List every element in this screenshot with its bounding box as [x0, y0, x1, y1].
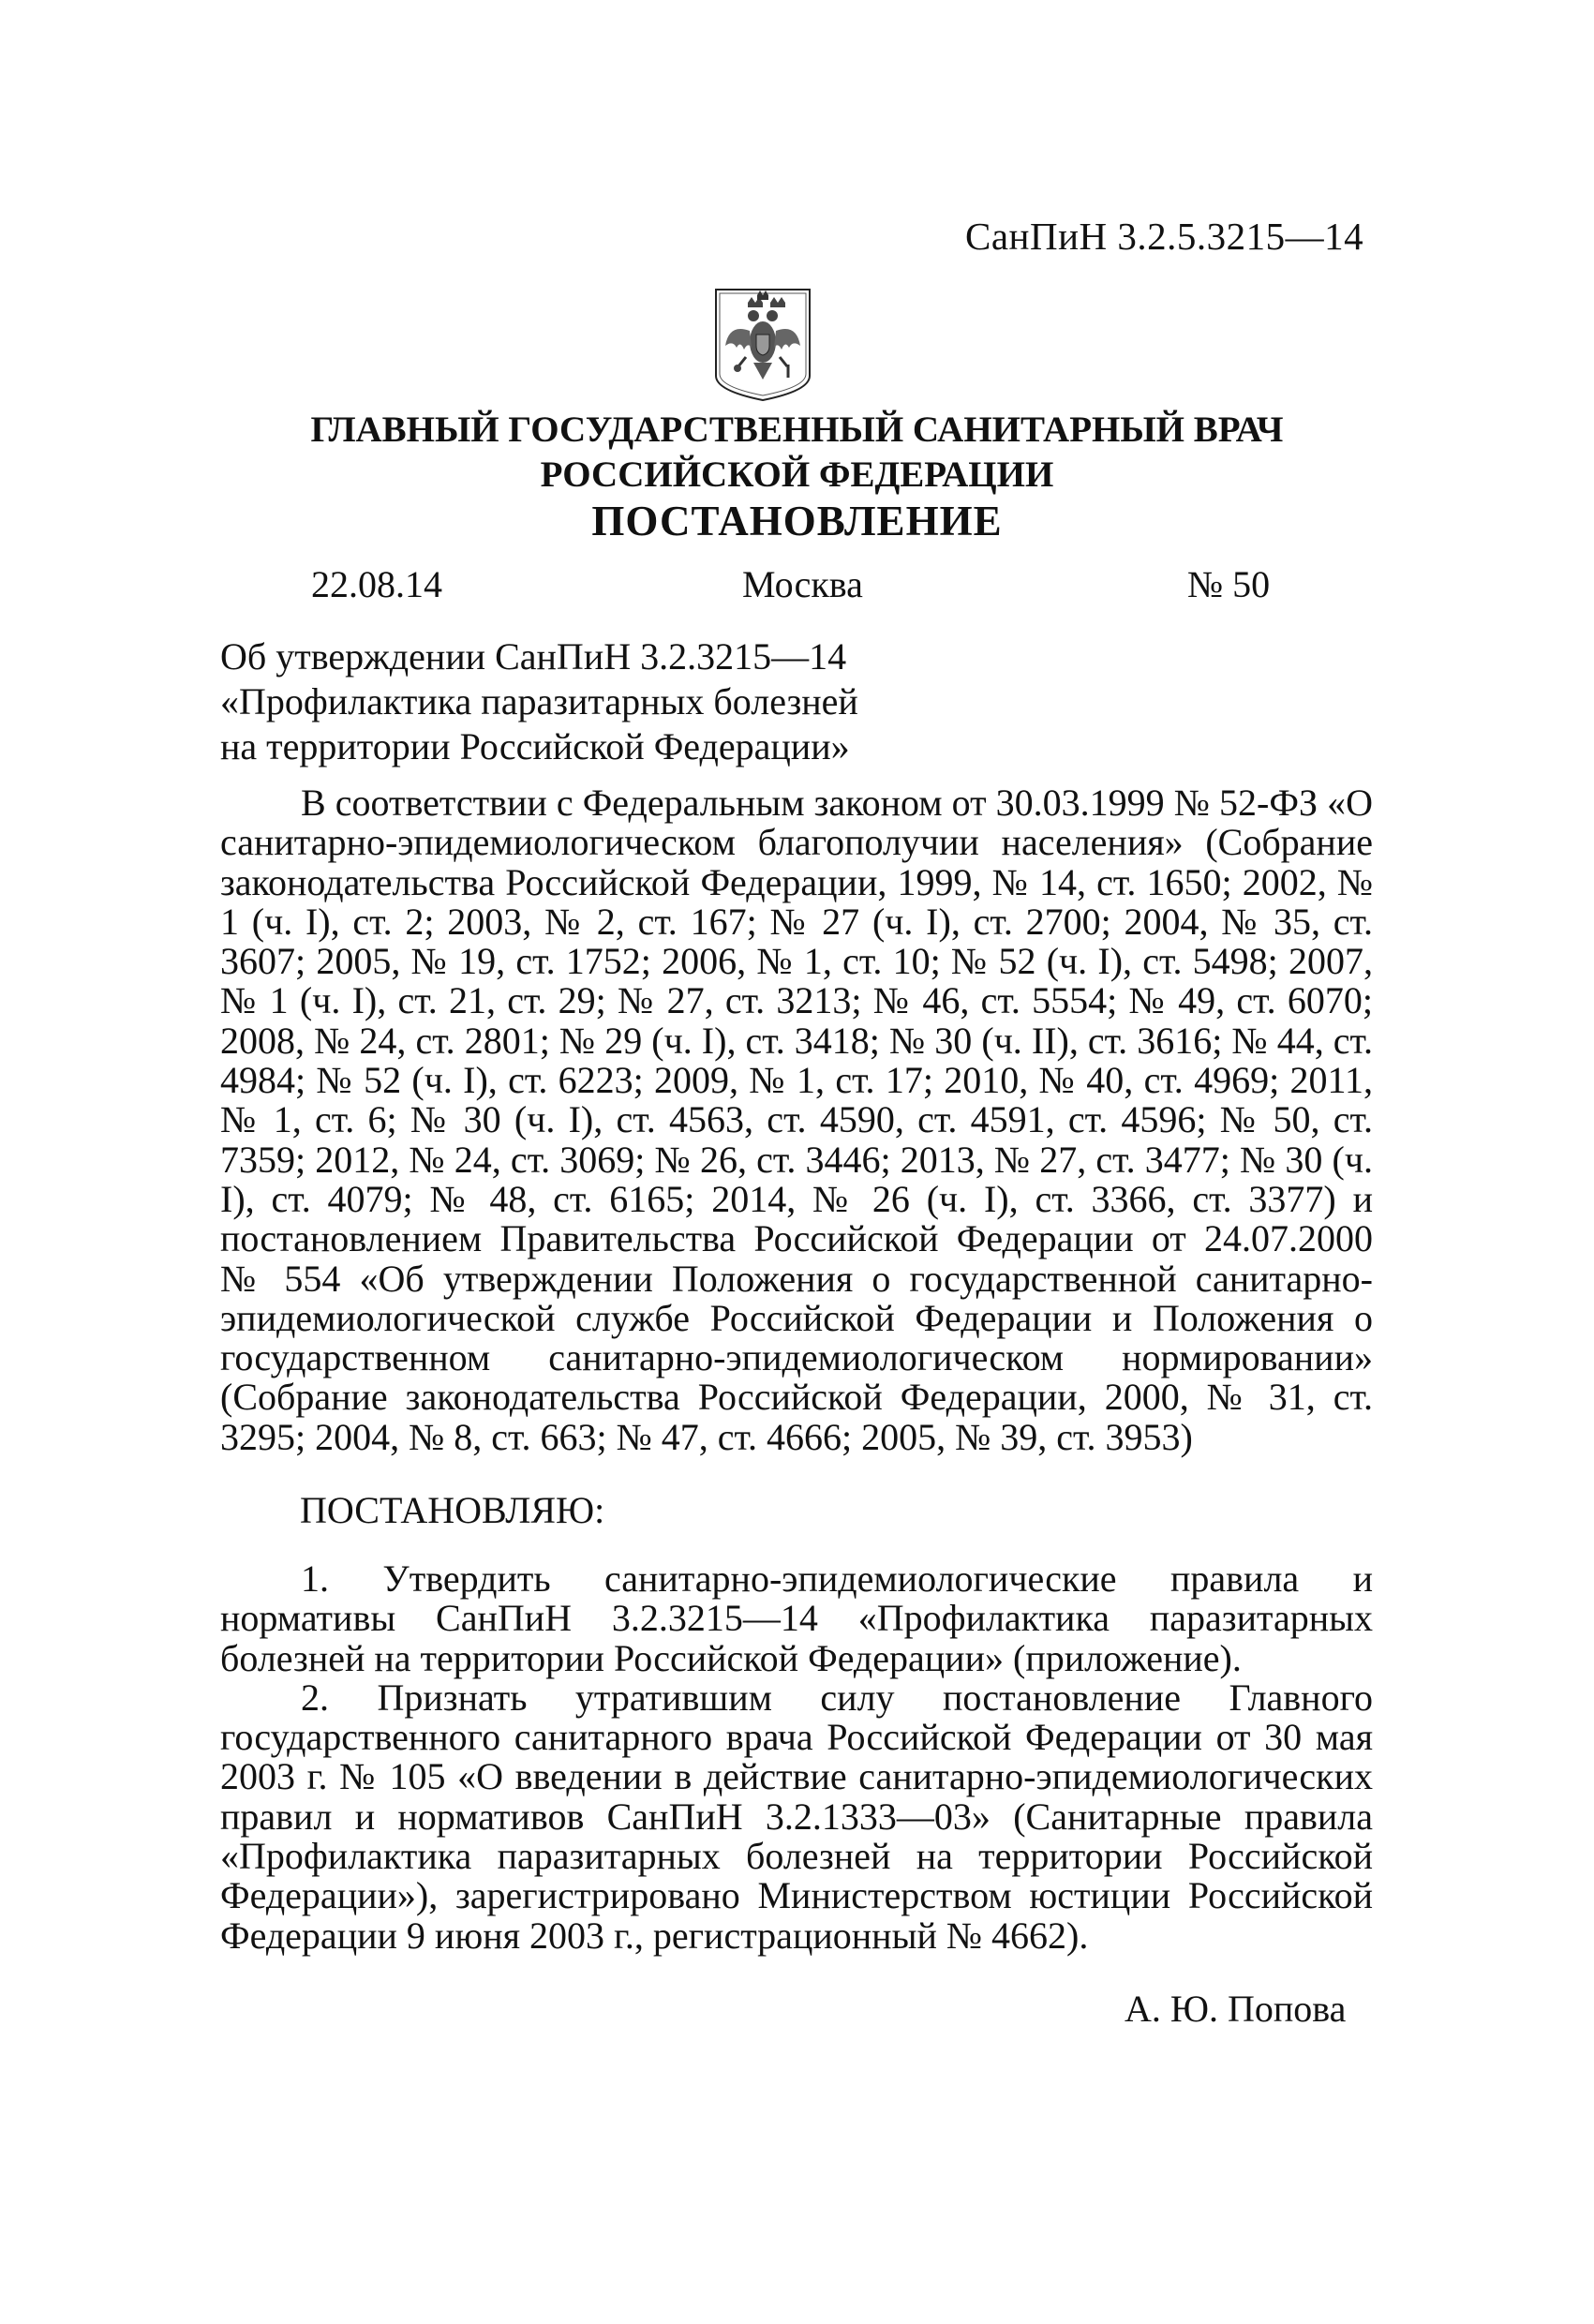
decree-item-2: 2. Признать утратившим силу постановление Главного государственного санитарного врача Российской Федерации от 30 мая 2003 г. № 105 «О введении в действие санитарно-эпидемиологических правил и нормативов СанПиН 3.2.1333—03» (Санитарные правила «Профилактика паразитарных болезней на территории Российской Федерации»), зарегистрировано Министерством юстиции Российской Федерации 9 июня 2003 г., регистрационный № 4662).	[220, 1676, 1373, 1957]
subject-line-3: на территории Российской Федерации»	[220, 725, 850, 767]
issuing-authority	[0, 408, 1594, 498]
document-type: ПОСТАНОВЛЕНИЕ	[591, 498, 1003, 544]
subject-line-1: Об утверждении СанПиН 3.2.3215—14	[220, 635, 847, 678]
document-code: СанПиН 3.2.5.3215—14	[965, 215, 1364, 258]
decree-word: ПОСТАНОВЛЯЮ:	[300, 1489, 605, 1531]
subject-line-2: «Профилактика паразитарных болезней	[220, 680, 858, 723]
authority-line-2: РОССИЙСКОЙ ФЕДЕРАЦИИ	[540, 454, 1054, 495]
russian-coat-of-arms-icon	[712, 286, 813, 402]
authority-line-1: ГЛАВНЫЙ ГОСУДАРСТВЕННЫЙ САНИТАРНЫЙ ВРАЧ	[310, 410, 1284, 450]
preamble	[220, 783, 1373, 1457]
decree-city: Москва	[742, 563, 863, 605]
preamble-paragraph: В соответствии с Федеральным законом от 30.03.1999 № 52-ФЗ «О санитарно-эпидемиологическом благополучии населения» (Собрание законодательства Российской Федерации, 1999, № 14, ст. 1650; 2002, № 1 (ч. I), ст. 2; 2003, № 2, ст. 167; № 27 (ч. I), ст. 2700; 2004, № 35, ст. 3607; 2005, № 19, ст. 1752; 2006, № 1, ст. 10; № 52 (ч. I), ст. 5498; 2007, № 1 (ч. I), ст. 21, ст. 29; № 27, ст. 3213; № 46, ст. 5554; № 49, ст. 6070; 2008, № 24, ст. 2801; № 29 (ч. I), ст. 3418; № 30 (ч. II), ст. 3616; № 44, ст. 4984; № 52 (ч. I), ст. 6223; 2009, № 1, ст. 17; 2010, № 40, ст. 4969; 2011, № 1, ст. 6; № 30 (ч. I), ст. 4563, ст. 4590, ст. 4591, ст. 4596; № 50, ст. 7359; 2012, № 24, ст. 3069; № 26, ст. 3446; 2013, № 27, ст. 3477; № 30 (ч. I), ст. 4079; № 48, ст. 6165; 2014, № 26 (ч. I), ст. 3366, ст. 3377) и постановлением Правительства Российской Федерации от 24.07.2000 № 554 «Об утверждении Положения о государственной санитарно-эпидемиологической службе Российской Федерации и Положения о государственном санитарно-эпидемиологическом нормировании» (Собрание законодательства Российской Федерации, 2000, № 31, ст. 3295; 2004, № 8, ст. 663; № 47, ст. 4666; 2005, № 39, ст. 3953)	[220, 782, 1373, 1458]
decree-date: 22.08.14	[311, 563, 442, 605]
signature: А. Ю. Попова	[1125, 1988, 1347, 2030]
decree-item-1: 1. Утвердить санитарно-эпидемиологические правила и нормативы СанПиН 3.2.3215—14 «Профилактика паразитарных болезней на территории Российской Федерации» (приложение).	[220, 1557, 1373, 1679]
decree-subject	[220, 634, 858, 769]
decree-number: № 50	[1187, 563, 1271, 605]
decree-items	[220, 1559, 1373, 1956]
